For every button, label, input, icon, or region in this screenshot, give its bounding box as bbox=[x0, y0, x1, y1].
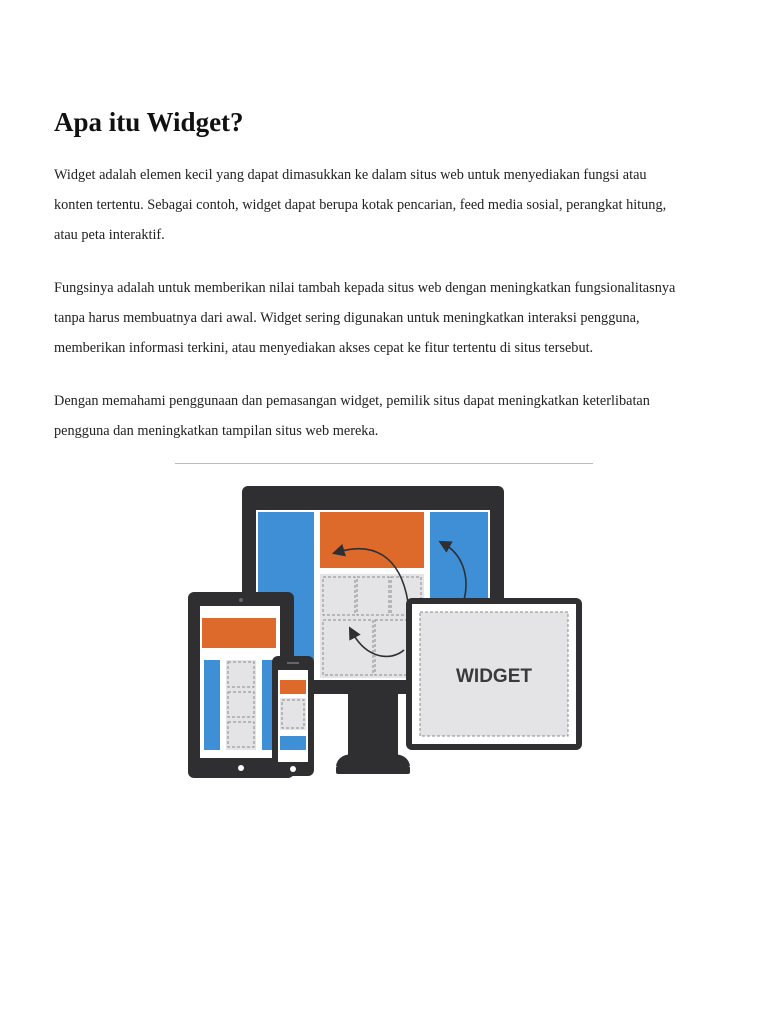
paragraph-function bbox=[54, 273, 719, 363]
paragraph-line: tanpa harus membuatnya dari awal. Widget sering digunakan untuk meningkatkan interaksi pengguna, bbox=[54, 310, 640, 326]
paragraph-line: Dengan memahami penggunaan dan pemasangan widget, pemilik situs dapat meningkatkan keterlibatan bbox=[54, 393, 650, 409]
paragraph-line: Widget adalah elemen kecil yang dapat dimasukkan ke dalam situs web untuk menyediakan fungsi atau bbox=[54, 167, 647, 183]
widget-screen-icon bbox=[406, 598, 582, 750]
paragraph-line: pengguna dan meningkatkan tampilan situs web mereka. bbox=[54, 423, 379, 439]
phone-icon bbox=[272, 656, 314, 776]
widget-label: WIDGET bbox=[456, 666, 532, 687]
paragraph-conclusion bbox=[54, 386, 719, 446]
page-title: Apa itu Widget? bbox=[54, 107, 244, 137]
paragraph-definition bbox=[54, 160, 719, 250]
horizontal-divider bbox=[175, 463, 593, 464]
paragraph-line: konten tertentu. Sebagai contoh, widget dapat berupa kotak pencarian, feed media sosial, perangkat hitung, bbox=[54, 197, 667, 213]
paragraph-line: memberikan informasi terkini, atau menyediakan akses cepat ke fitur tertentu di situs tersebut. bbox=[54, 340, 594, 356]
responsive-widget-illustration bbox=[186, 484, 586, 780]
paragraph-line: atau peta interaktif. bbox=[54, 227, 165, 243]
paragraph-line: Fungsinya adalah untuk memberikan nilai tambah kepada situs web dengan meningkatkan fungsionalitasnya bbox=[54, 280, 676, 296]
